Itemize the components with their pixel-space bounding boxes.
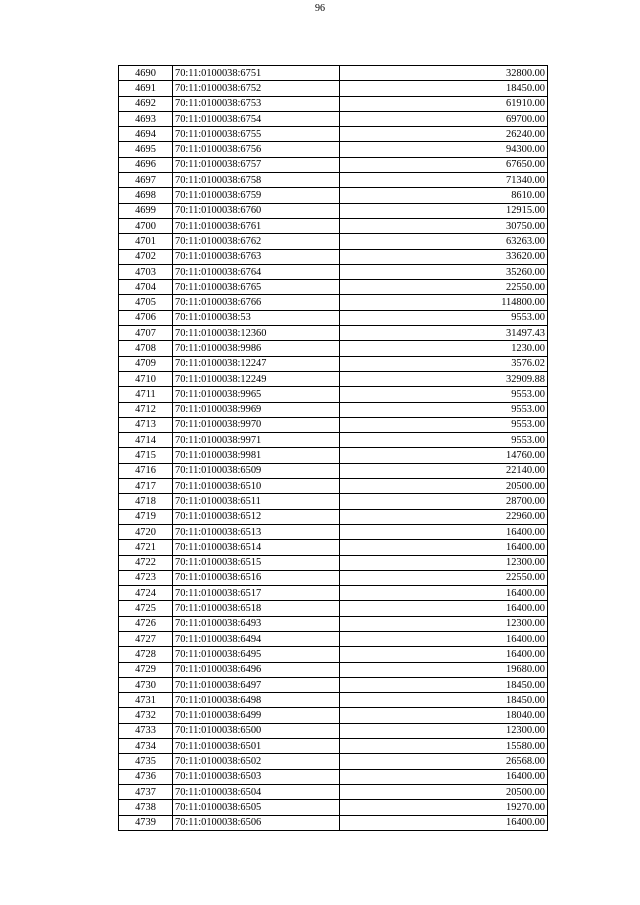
- table-row: [119, 111, 548, 126]
- row-number-cell: 4737: [119, 784, 173, 799]
- table-row: [119, 494, 548, 509]
- value-cell: 26568.00: [340, 754, 548, 769]
- value-cell: 14760.00: [340, 448, 548, 463]
- row-number-cell: 4693: [119, 111, 173, 126]
- row-number-cell: 4718: [119, 494, 173, 509]
- value-cell: 3576.02: [340, 356, 548, 371]
- cadastral-number-cell: 70:11:0100038:6503: [173, 769, 340, 784]
- table-row: [119, 463, 548, 478]
- row-number-cell: 4692: [119, 96, 173, 111]
- row-number-cell: 4735: [119, 754, 173, 769]
- cadastral-number-cell: 70:11:0100038:6506: [173, 815, 340, 830]
- cadastral-number-cell: 70:11:0100038:6496: [173, 662, 340, 677]
- cadastral-number-cell: 70:11:0100038:6510: [173, 479, 340, 494]
- value-cell: 30750.00: [340, 218, 548, 233]
- table-row: [119, 66, 548, 81]
- value-cell: 35260.00: [340, 264, 548, 279]
- row-number-cell: 4706: [119, 310, 173, 325]
- table-row: [119, 234, 548, 249]
- cadastral-number-cell: 70:11:0100038:9981: [173, 448, 340, 463]
- cadastral-number-cell: 70:11:0100038:6500: [173, 723, 340, 738]
- value-cell: 16400.00: [340, 601, 548, 616]
- value-cell: 19680.00: [340, 662, 548, 677]
- row-number-cell: 4738: [119, 800, 173, 815]
- cadastral-number-cell: 70:11:0100038:6762: [173, 234, 340, 249]
- cadastral-number-cell: 70:11:0100038:9971: [173, 433, 340, 448]
- value-cell: 22140.00: [340, 463, 548, 478]
- cadastral-number-cell: 70:11:0100038:6763: [173, 249, 340, 264]
- value-cell: 8610.00: [340, 188, 548, 203]
- cadastral-number-cell: 70:11:0100038:6513: [173, 524, 340, 539]
- table-row: [119, 693, 548, 708]
- table-row: [119, 815, 548, 830]
- table-row: [119, 173, 548, 188]
- value-cell: 16400.00: [340, 815, 548, 830]
- table-row: [119, 555, 548, 570]
- cadastral-number-cell: 70:11:0100038:6494: [173, 631, 340, 646]
- row-number-cell: 4736: [119, 769, 173, 784]
- row-number-cell: 4704: [119, 280, 173, 295]
- table-row: [119, 417, 548, 432]
- table-row: [119, 784, 548, 799]
- cadastral-number-cell: 70:11:0100038:6760: [173, 203, 340, 218]
- table-row: [119, 157, 548, 172]
- value-cell: 20500.00: [340, 479, 548, 494]
- row-number-cell: 4708: [119, 341, 173, 356]
- row-number-cell: 4720: [119, 524, 173, 539]
- table-row: [119, 769, 548, 784]
- table-row: [119, 203, 548, 218]
- value-cell: 9553.00: [340, 417, 548, 432]
- value-cell: 63263.00: [340, 234, 548, 249]
- cadastral-number-cell: 70:11:0100038:6764: [173, 264, 340, 279]
- cadastral-number-cell: 70:11:0100038:6497: [173, 677, 340, 692]
- table-row: [119, 586, 548, 601]
- cadastral-number-cell: 70:11:0100038:53: [173, 310, 340, 325]
- row-number-cell: 4696: [119, 157, 173, 172]
- row-number-cell: 4697: [119, 173, 173, 188]
- table-row: [119, 509, 548, 524]
- row-number-cell: 4726: [119, 616, 173, 631]
- table-row: [119, 188, 548, 203]
- value-cell: 16400.00: [340, 769, 548, 784]
- cadastral-number-cell: 70:11:0100038:6504: [173, 784, 340, 799]
- value-cell: 18450.00: [340, 677, 548, 692]
- value-cell: 32800.00: [340, 66, 548, 81]
- value-cell: 1230.00: [340, 341, 548, 356]
- cadastral-number-cell: 70:11:0100038:6516: [173, 570, 340, 585]
- table-row: [119, 616, 548, 631]
- value-cell: 32909.88: [340, 371, 548, 386]
- cadastral-number-cell: 70:11:0100038:6766: [173, 295, 340, 310]
- row-number-cell: 4725: [119, 601, 173, 616]
- table-row: [119, 524, 548, 539]
- row-number-cell: 4716: [119, 463, 173, 478]
- cadastral-number-cell: 70:11:0100038:6498: [173, 693, 340, 708]
- cadastral-number-cell: 70:11:0100038:9965: [173, 387, 340, 402]
- value-cell: 31497.43: [340, 326, 548, 341]
- value-cell: 12300.00: [340, 723, 548, 738]
- table-row: [119, 754, 548, 769]
- cadastral-number-cell: 70:11:0100038:6756: [173, 142, 340, 157]
- cadastral-number-cell: 70:11:0100038:6495: [173, 647, 340, 662]
- row-number-cell: 4723: [119, 570, 173, 585]
- row-number-cell: 4724: [119, 586, 173, 601]
- value-cell: 61910.00: [340, 96, 548, 111]
- row-number-cell: 4701: [119, 234, 173, 249]
- cadastral-number-cell: 70:11:0100038:6517: [173, 586, 340, 601]
- value-cell: 69700.00: [340, 111, 548, 126]
- table-row: [119, 310, 548, 325]
- row-number-cell: 4707: [119, 326, 173, 341]
- value-cell: 9553.00: [340, 387, 548, 402]
- value-cell: 67650.00: [340, 157, 548, 172]
- table-row: [119, 662, 548, 677]
- row-number-cell: 4713: [119, 417, 173, 432]
- table-row: [119, 96, 548, 111]
- table-row: [119, 433, 548, 448]
- table-row: [119, 142, 548, 157]
- table-row: [119, 218, 548, 233]
- table-row: [119, 326, 548, 341]
- cadastral-number-cell: 70:11:0100038:9970: [173, 417, 340, 432]
- row-number-cell: 4714: [119, 433, 173, 448]
- table-row: [119, 295, 548, 310]
- cadastral-number-cell: 70:11:0100038:6501: [173, 739, 340, 754]
- row-number-cell: 4699: [119, 203, 173, 218]
- cadastral-number-cell: 70:11:0100038:6515: [173, 555, 340, 570]
- row-number-cell: 4727: [119, 631, 173, 646]
- cadastral-number-cell: 70:11:0100038:6753: [173, 96, 340, 111]
- cadastral-number-cell: 70:11:0100038:6518: [173, 601, 340, 616]
- cadastral-number-cell: 70:11:0100038:6514: [173, 540, 340, 555]
- row-number-cell: 4732: [119, 708, 173, 723]
- value-cell: 18450.00: [340, 81, 548, 96]
- table-row: [119, 479, 548, 494]
- row-number-cell: 4728: [119, 647, 173, 662]
- cadastral-number-cell: 70:11:0100038:6759: [173, 188, 340, 203]
- value-cell: 16400.00: [340, 647, 548, 662]
- value-cell: 18450.00: [340, 693, 548, 708]
- value-cell: 16400.00: [340, 586, 548, 601]
- cadastral-number-cell: 70:11:0100038:6499: [173, 708, 340, 723]
- row-number-cell: 4717: [119, 479, 173, 494]
- cadastral-number-cell: 70:11:0100038:9969: [173, 402, 340, 417]
- cadastral-number-cell: 70:11:0100038:6755: [173, 127, 340, 142]
- value-cell: 9553.00: [340, 433, 548, 448]
- row-number-cell: 4711: [119, 387, 173, 402]
- row-number-cell: 4694: [119, 127, 173, 142]
- row-number-cell: 4700: [119, 218, 173, 233]
- value-cell: 18040.00: [340, 708, 548, 723]
- row-number-cell: 4715: [119, 448, 173, 463]
- table-row: [119, 677, 548, 692]
- value-cell: 12915.00: [340, 203, 548, 218]
- row-number-cell: 4698: [119, 188, 173, 203]
- row-number-cell: 4709: [119, 356, 173, 371]
- table-row: [119, 371, 548, 386]
- cadastral-number-cell: 70:11:0100038:6505: [173, 800, 340, 815]
- table-row: [119, 127, 548, 142]
- value-cell: 28700.00: [340, 494, 548, 509]
- value-cell: 15580.00: [340, 739, 548, 754]
- table-row: [119, 81, 548, 96]
- row-number-cell: 4710: [119, 371, 173, 386]
- page-number: 96: [315, 3, 325, 14]
- row-number-cell: 4691: [119, 81, 173, 96]
- table-row: [119, 540, 548, 555]
- table-body: [119, 66, 548, 831]
- cadastral-number-cell: 70:11:0100038:9986: [173, 341, 340, 356]
- row-number-cell: 4733: [119, 723, 173, 738]
- value-cell: 16400.00: [340, 524, 548, 539]
- table-row: [119, 631, 548, 646]
- row-number-cell: 4719: [119, 509, 173, 524]
- value-cell: 22960.00: [340, 509, 548, 524]
- cadastral-number-cell: 70:11:0100038:6765: [173, 280, 340, 295]
- value-cell: 114800.00: [340, 295, 548, 310]
- value-cell: 16400.00: [340, 631, 548, 646]
- table-row: [119, 570, 548, 585]
- row-number-cell: 4703: [119, 264, 173, 279]
- table-row: [119, 280, 548, 295]
- row-number-cell: 4712: [119, 402, 173, 417]
- value-cell: 33620.00: [340, 249, 548, 264]
- row-number-cell: 4690: [119, 66, 173, 81]
- value-cell: 26240.00: [340, 127, 548, 142]
- table-row: [119, 647, 548, 662]
- row-number-cell: 4722: [119, 555, 173, 570]
- row-number-cell: 4702: [119, 249, 173, 264]
- table-row: [119, 448, 548, 463]
- value-cell: 9553.00: [340, 402, 548, 417]
- value-cell: 9553.00: [340, 310, 548, 325]
- cadastral-number-cell: 70:11:0100038:12247: [173, 356, 340, 371]
- table-row: [119, 356, 548, 371]
- registry-table: [118, 65, 548, 831]
- value-cell: 22550.00: [340, 280, 548, 295]
- row-number-cell: 4739: [119, 815, 173, 830]
- cadastral-number-cell: 70:11:0100038:6512: [173, 509, 340, 524]
- table-row: [119, 402, 548, 417]
- cadastral-number-cell: 70:11:0100038:6757: [173, 157, 340, 172]
- cadastral-number-cell: 70:11:0100038:6511: [173, 494, 340, 509]
- table-row: [119, 800, 548, 815]
- row-number-cell: 4721: [119, 540, 173, 555]
- table-row: [119, 723, 548, 738]
- value-cell: 16400.00: [340, 540, 548, 555]
- cadastral-number-cell: 70:11:0100038:12249: [173, 371, 340, 386]
- cadastral-number-cell: 70:11:0100038:6754: [173, 111, 340, 126]
- table-row: [119, 341, 548, 356]
- cadastral-number-cell: 70:11:0100038:6493: [173, 616, 340, 631]
- row-number-cell: 4730: [119, 677, 173, 692]
- cadastral-number-cell: 70:11:0100038:6502: [173, 754, 340, 769]
- value-cell: 94300.00: [340, 142, 548, 157]
- value-cell: 12300.00: [340, 555, 548, 570]
- row-number-cell: 4705: [119, 295, 173, 310]
- cadastral-number-cell: 70:11:0100038:6761: [173, 218, 340, 233]
- value-cell: 19270.00: [340, 800, 548, 815]
- value-cell: 20500.00: [340, 784, 548, 799]
- table-row: [119, 249, 548, 264]
- table-row: [119, 387, 548, 402]
- value-cell: 71340.00: [340, 173, 548, 188]
- table-row: [119, 264, 548, 279]
- value-cell: 22550.00: [340, 570, 548, 585]
- row-number-cell: 4729: [119, 662, 173, 677]
- row-number-cell: 4734: [119, 739, 173, 754]
- value-cell: 12300.00: [340, 616, 548, 631]
- cadastral-number-cell: 70:11:0100038:12360: [173, 326, 340, 341]
- cadastral-number-cell: 70:11:0100038:6751: [173, 66, 340, 81]
- cadastral-number-cell: 70:11:0100038:6509: [173, 463, 340, 478]
- cadastral-number-cell: 70:11:0100038:6758: [173, 173, 340, 188]
- table-row: [119, 708, 548, 723]
- cadastral-number-cell: 70:11:0100038:6752: [173, 81, 340, 96]
- row-number-cell: 4695: [119, 142, 173, 157]
- table-row: [119, 601, 548, 616]
- table-row: [119, 739, 548, 754]
- row-number-cell: 4731: [119, 693, 173, 708]
